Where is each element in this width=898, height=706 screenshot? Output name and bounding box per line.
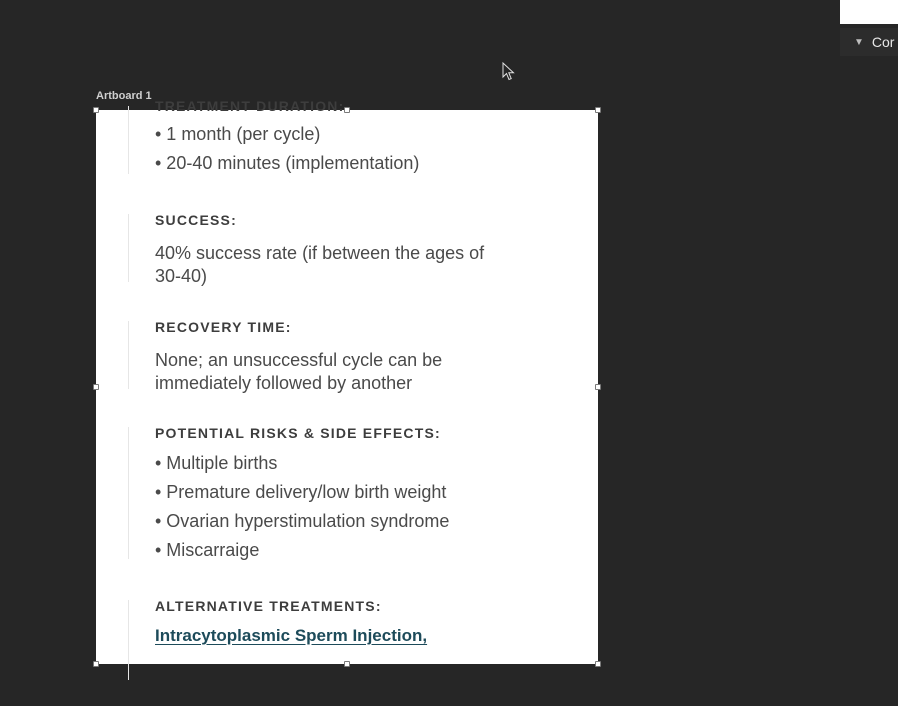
section-rule: [128, 214, 129, 282]
section-rule: [128, 106, 129, 174]
section-success: [128, 212, 568, 288]
section-heading: ALTERNATIVE TREATMENTS:: [155, 598, 382, 614]
list-item: • Miscarraige: [155, 540, 260, 560]
chevron-down-icon: ▼: [854, 36, 864, 48]
section-recovery-time: [128, 319, 568, 395]
properties-dropdown[interactable]: [840, 28, 898, 56]
resize-handle-left[interactable]: [93, 384, 99, 390]
section-heading: POTENTIAL RISKS & SIDE EFFECTS:: [155, 425, 441, 441]
resize-handle-top-right[interactable]: [595, 107, 601, 113]
resize-handle-top-left[interactable]: [93, 107, 99, 113]
artboard-label[interactable]: Artboard 1: [96, 90, 152, 102]
section-heading: TREATMENT DURATION:: [155, 98, 345, 114]
section-rule: [128, 321, 129, 389]
treatment-link[interactable]: Intracytoplasmic Sperm Injection,: [155, 626, 428, 645]
dropdown-label: Cor: [871, 34, 895, 50]
properties-panel: [840, 0, 898, 24]
resize-handle-bottom[interactable]: [344, 661, 350, 667]
resize-handle-right[interactable]: [595, 384, 601, 390]
resize-handle-bottom-left[interactable]: [93, 661, 99, 667]
section-heading: SUCCESS:: [155, 212, 237, 228]
resize-handle-top[interactable]: [344, 107, 350, 113]
section-text: 40% success rate (if between the ages of 30-40): [155, 243, 485, 286]
list-item: • 1 month (per cycle): [155, 124, 321, 144]
section-text: None; an unsuccessful cycle can be immediately followed by another: [155, 350, 443, 393]
artboard[interactable]: [96, 98, 598, 664]
section-rule: [128, 427, 129, 559]
resize-handle-bottom-right[interactable]: [595, 661, 601, 667]
mouse-cursor-icon: [502, 62, 516, 82]
section-rule: [128, 600, 129, 680]
section-potential-risks: [128, 425, 568, 565]
section-heading: RECOVERY TIME:: [155, 319, 292, 335]
section-alternative-treatments: [128, 598, 568, 646]
list-item: • 20-40 minutes (implementation): [155, 153, 420, 173]
list-item: • Multiple births: [155, 453, 278, 473]
list-item: • Premature delivery/low birth weight: [155, 482, 447, 502]
list-item: • Ovarian hyperstimulation syndrome: [155, 511, 450, 531]
